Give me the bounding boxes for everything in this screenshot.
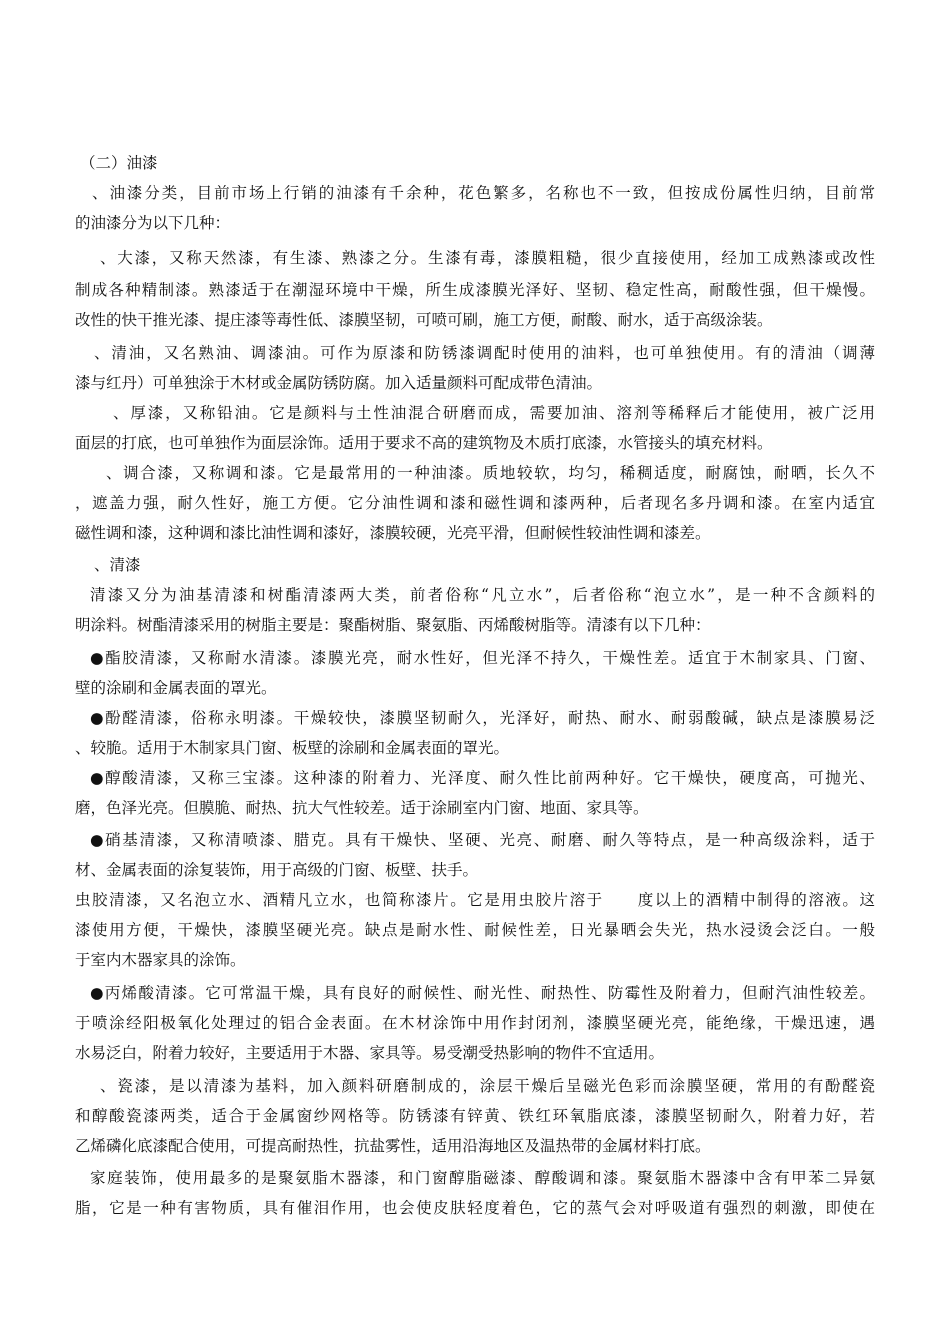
list-item-line: ●硝基清漆，又称清喷漆、腊克。具有干燥快、坚硬、光亮、耐磨、耐久等特点，是一种高级涂料，适于 [90, 831, 875, 849]
paragraph-line: 、瓷漆，是以清漆为基料，加入颜料研磨制成的，涂层干燥后呈磁光色彩而涂膜坚硬，常用的有酚醛瓷 [100, 1077, 875, 1095]
paragraph-line: 虫胶清漆，又名泡立水、酒精凡立水，也简称漆片。它是用虫胶片溶于 度以上的酒精中制得的溶液。这 [75, 891, 875, 909]
paragraph-line: 明涂料。树酯清漆采用的树脂主要是：聚酯树脂、聚氨脂、丙烯酸树脂等。清漆有以下几种： [75, 616, 711, 634]
list-item-line: ●酯胶清漆，又称耐水清漆。漆膜光亮，耐水性好，但光泽不持久，干燥性差。适宜于木制家具、门窗、 [90, 649, 875, 667]
list-item-line: 磨，色泽光亮。但膜脆、耐热、抗大气性较差。适于涂刷室内门窗、地面、家具等。 [75, 799, 649, 817]
paragraph-line: 、油漆分类，目前市场上行销的油漆有千余种，花色繁多，名称也不一致，但按成份属性归纳，目前常 [92, 184, 875, 202]
paragraph-line: ，遮盖力强，耐久性好，施工方便。它分油性调和漆和磁性调和漆两种，后者现名多丹调和漆。在室内适宜 [75, 494, 875, 512]
paragraph-line: 乙烯磷化底漆配合使用，可提高耐热性，抗盐雾性，适用沿海地区及温热带的金属材料打底。 [75, 1137, 711, 1155]
list-item-line: 于喷涂经阳极氧化处理过的铝合金表面。在木材涂饰中用作封闭剂，漆膜坚硬光亮，能绝缘，干燥迅速，遇 [75, 1014, 875, 1032]
paragraph-line: 改性的快干推光漆、提庄漆等毒性低、漆膜坚韧，可喷可刷，施工方便，耐酸、耐水，适于高级涂装。 [75, 311, 773, 329]
paragraph-line: 制成各种精制漆。熟漆适于在潮湿环境中干燥，所生成漆膜光泽好、坚韧、稳定性高，耐酸性强，但干燥慢。 [75, 281, 875, 299]
list-item-line: ●酚醛清漆，俗称永明漆。干燥较快，漆膜坚韧耐久，光泽好，耐热、耐水、耐弱酸碱，缺点是漆膜易泛 [90, 709, 875, 727]
paragraph-line: 面层的打底，也可单独作为面层涂饰。适用于要求不高的建筑物及木质打底漆，水管接头的填充材料。 [75, 434, 773, 452]
paragraph-line: 漆使用方便，干燥快，漆膜坚硬光亮。缺点是耐水性、耐候性差，日光暴晒会失光，热水浸烫会泛白。一般 [75, 921, 875, 939]
paragraph-line: 磁性调和漆，这种调和漆比油性调和漆好，漆膜较硬，光亮平滑，但耐候性较油性调和漆差。 [75, 524, 711, 542]
paragraph-line: 的油漆分为以下几种： [75, 214, 231, 232]
paragraph-line: 漆与红丹）可单独涂于木材或金属防锈防腐。加入适量颜料可配成带色清油。 [75, 374, 603, 392]
list-item-line: 壁的涂刷和金属表面的罩光。 [75, 679, 277, 697]
list-item-line: 、较脆。适用于木制家具门窗、板壁的涂刷和金属表面的罩光。 [75, 739, 510, 757]
paragraph-line: 和醇酸瓷漆两类，适合于金属窗纱网格等。防锈漆有锌黄、铁红环氧脂底漆，漆膜坚韧耐久，附着力好，若 [75, 1107, 875, 1125]
paragraph-line: 、清油，又名熟油、调漆油。可作为原漆和防锈漆调配时使用的油料，也可单独使用。有的清油（调薄 [94, 344, 875, 362]
list-item-line: ●丙烯酸清漆。它可常温干燥，具有良好的耐候性、耐光性、耐热性、防霉性及附着力，但耐汽油性较差。 [90, 984, 875, 1002]
paragraph-line: 、调合漆，又称调和漆。它是最常用的一种油漆。质地较软，均匀，稀稠适度，耐腐蚀，耐晒，长久不 [106, 464, 875, 482]
list-item-line: 材、金属表面的涂复装饰，用于高级的门窗、板壁、扶手。 [75, 861, 479, 879]
paragraph-line: 脂，它是一种有害物质，具有催泪作用，也会使皮肤轻度着色，它的蒸气会对呼吸道有强烈的刺激，即使在 [75, 1199, 875, 1217]
section-subheading: 、清漆 [94, 556, 141, 574]
paragraph-line: 、厚漆，又称铅油。它是颜料与土性油混合研磨而成，需要加油、溶剂等稀释后才能使用，被广泛用 [113, 404, 875, 422]
paragraph-line: 清漆又分为油基清漆和树酯清漆两大类，前者俗称“凡立水”，后者俗称“泡立水”，是一种不含颜料的 [90, 586, 875, 604]
paragraph-line: 、大漆，又称天然漆，有生漆、熟漆之分。生漆有毒，漆膜粗糙，很少直接使用，经加工成熟漆或改性 [100, 249, 875, 267]
section-heading: （二）油漆 [80, 154, 158, 172]
paragraph-line: 于室内木器家具的涂饰。 [75, 951, 246, 969]
list-item-line: ●醇酸清漆，又称三宝漆。这种漆的附着力、光泽度、耐久性比前两种好。它干燥快，硬度高，可抛光、 [90, 769, 875, 787]
list-item-line: 水易泛白，附着力较好，主要适用于木器、家具等。易受潮受热影响的物件不宜适用。 [75, 1044, 665, 1062]
paragraph-line: 家庭装饰，使用最多的是聚氨脂木器漆，和门窗醇脂磁漆、醇酸调和漆。聚氨脂木器漆中含有甲苯二异氨 [90, 1169, 875, 1187]
